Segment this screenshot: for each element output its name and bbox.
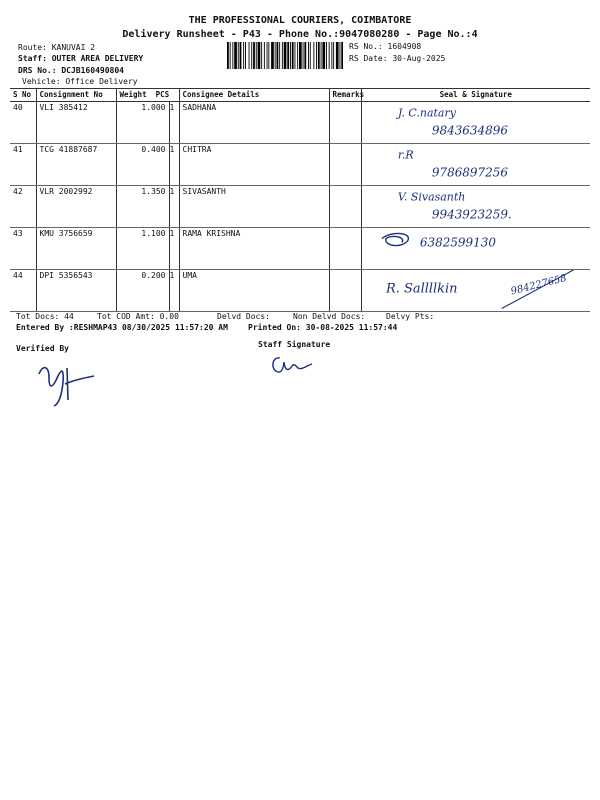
col-seal: Seal & Signature [361, 89, 590, 102]
cell-consignment: VLR 2002992 [36, 186, 116, 228]
signature-phone: 6382599130 [419, 235, 496, 250]
signature-phone: 9843634896 [431, 123, 508, 138]
total-cod: Tot COD Amt: 0.00 [97, 312, 179, 321]
handwritten-signature [362, 102, 591, 143]
cell-sno: 41 [10, 144, 36, 186]
cell-weight: 1.000 [116, 102, 169, 144]
cell-weight: 0.400 [116, 144, 169, 186]
delivered-docs: Delvd Docs: [217, 312, 270, 321]
cell-remarks [329, 228, 361, 270]
signature-phone: 9943923259. [431, 207, 512, 222]
cell-pcs: 1 [169, 186, 179, 228]
cell-pcs: 1 [169, 102, 179, 144]
table-header-row [10, 89, 590, 102]
cell-weight: 1.100 [116, 228, 169, 270]
cell-consignee: RAMA KRISHNA [179, 228, 329, 270]
cell-seal-signature [361, 186, 590, 228]
table-row [10, 186, 590, 228]
cell-weight: 1.350 [116, 186, 169, 228]
printed-on: Printed On: 30-08-2025 11:57:44 [248, 323, 398, 332]
col-sno: S No [10, 89, 36, 102]
handwritten-signature [362, 228, 591, 269]
col-consignee: Consignee Details [179, 89, 329, 102]
vehicle-label: Vehicle: Office Delivery [22, 77, 138, 86]
col-weight: Weight PCS [116, 89, 179, 102]
signature-name: J. C.natary [397, 106, 456, 120]
verifier-signature [34, 360, 104, 410]
signature-name: V. Sivasanth [397, 190, 465, 204]
cell-sno: 42 [10, 186, 36, 228]
runsheet-table [10, 88, 590, 312]
rs-date: RS Date: 30-Aug-2025 [349, 54, 446, 63]
cell-weight: 0.200 [116, 270, 169, 312]
cell-remarks [329, 144, 361, 186]
cell-pcs: 1 [169, 228, 179, 270]
entered-by: Entered By :RESHMAP43 08/30/2025 11:57:20 AM [16, 323, 228, 332]
cell-consignment: TCG 41887687 [36, 144, 116, 186]
cell-consignee: SIVASANTH [179, 186, 329, 228]
barcode [226, 42, 343, 69]
cell-consignee: UMA [179, 270, 329, 312]
cell-seal-signature [361, 102, 590, 144]
cell-consignment: DPI 5356543 [36, 270, 116, 312]
cell-consignee: CHITRA [179, 144, 329, 186]
cell-sno: 43 [10, 228, 36, 270]
table-row [10, 102, 590, 144]
signature-name: R. Sallllkin [385, 281, 458, 297]
cell-seal-signature [361, 270, 590, 312]
rs-number: RS No.: 1604908 [349, 42, 422, 51]
staff-signature [266, 352, 316, 378]
non-delivered-docs: Non Delvd Docs: [293, 312, 366, 321]
cell-remarks [329, 186, 361, 228]
cell-pcs: 1 [169, 144, 179, 186]
cell-remarks [329, 270, 361, 312]
cell-seal-signature [361, 144, 590, 186]
col-remarks: Remarks [329, 89, 361, 102]
cell-consignee: SADHANA [179, 102, 329, 144]
verified-by-label: Verified By [16, 344, 69, 353]
cell-sno: 44 [10, 270, 36, 312]
cell-pcs: 1 [169, 270, 179, 312]
cell-consignment: VLI 385412 [36, 102, 116, 144]
staff-signature-label: Staff Signature [258, 340, 331, 349]
handwritten-signature [362, 144, 591, 185]
signature-phone: 984227658 [509, 272, 568, 298]
route-label: Route: KANUVAI 2 [18, 43, 96, 52]
cell-remarks [329, 102, 361, 144]
signature-name: r.R [397, 148, 414, 162]
handwritten-signature [362, 186, 591, 227]
handwritten-signature [362, 270, 591, 311]
cell-seal-signature [361, 228, 590, 270]
runsheet-title: Delivery Runsheet - P43 - Phone No.:9047080280 - Page No.:4 [122, 29, 478, 40]
col-consignment: Consignment No [36, 89, 116, 102]
company-title: THE PROFESSIONAL COURIERS, COIMBATORE [188, 15, 412, 26]
cell-sno: 40 [10, 102, 36, 144]
cell-consignment: KMU 3756659 [36, 228, 116, 270]
table-row [10, 270, 590, 312]
delivery-points: Delvy Pts: [386, 312, 435, 321]
total-docs: Tot Docs: 44 [16, 312, 74, 321]
table-row [10, 144, 590, 186]
staff-label: Staff: OUTER AREA DELIVERY [18, 54, 144, 63]
table-row [10, 228, 590, 270]
drs-number: DRS No.: DCJB160490804 [18, 66, 124, 75]
signature-phone: 9786897256 [431, 165, 508, 180]
